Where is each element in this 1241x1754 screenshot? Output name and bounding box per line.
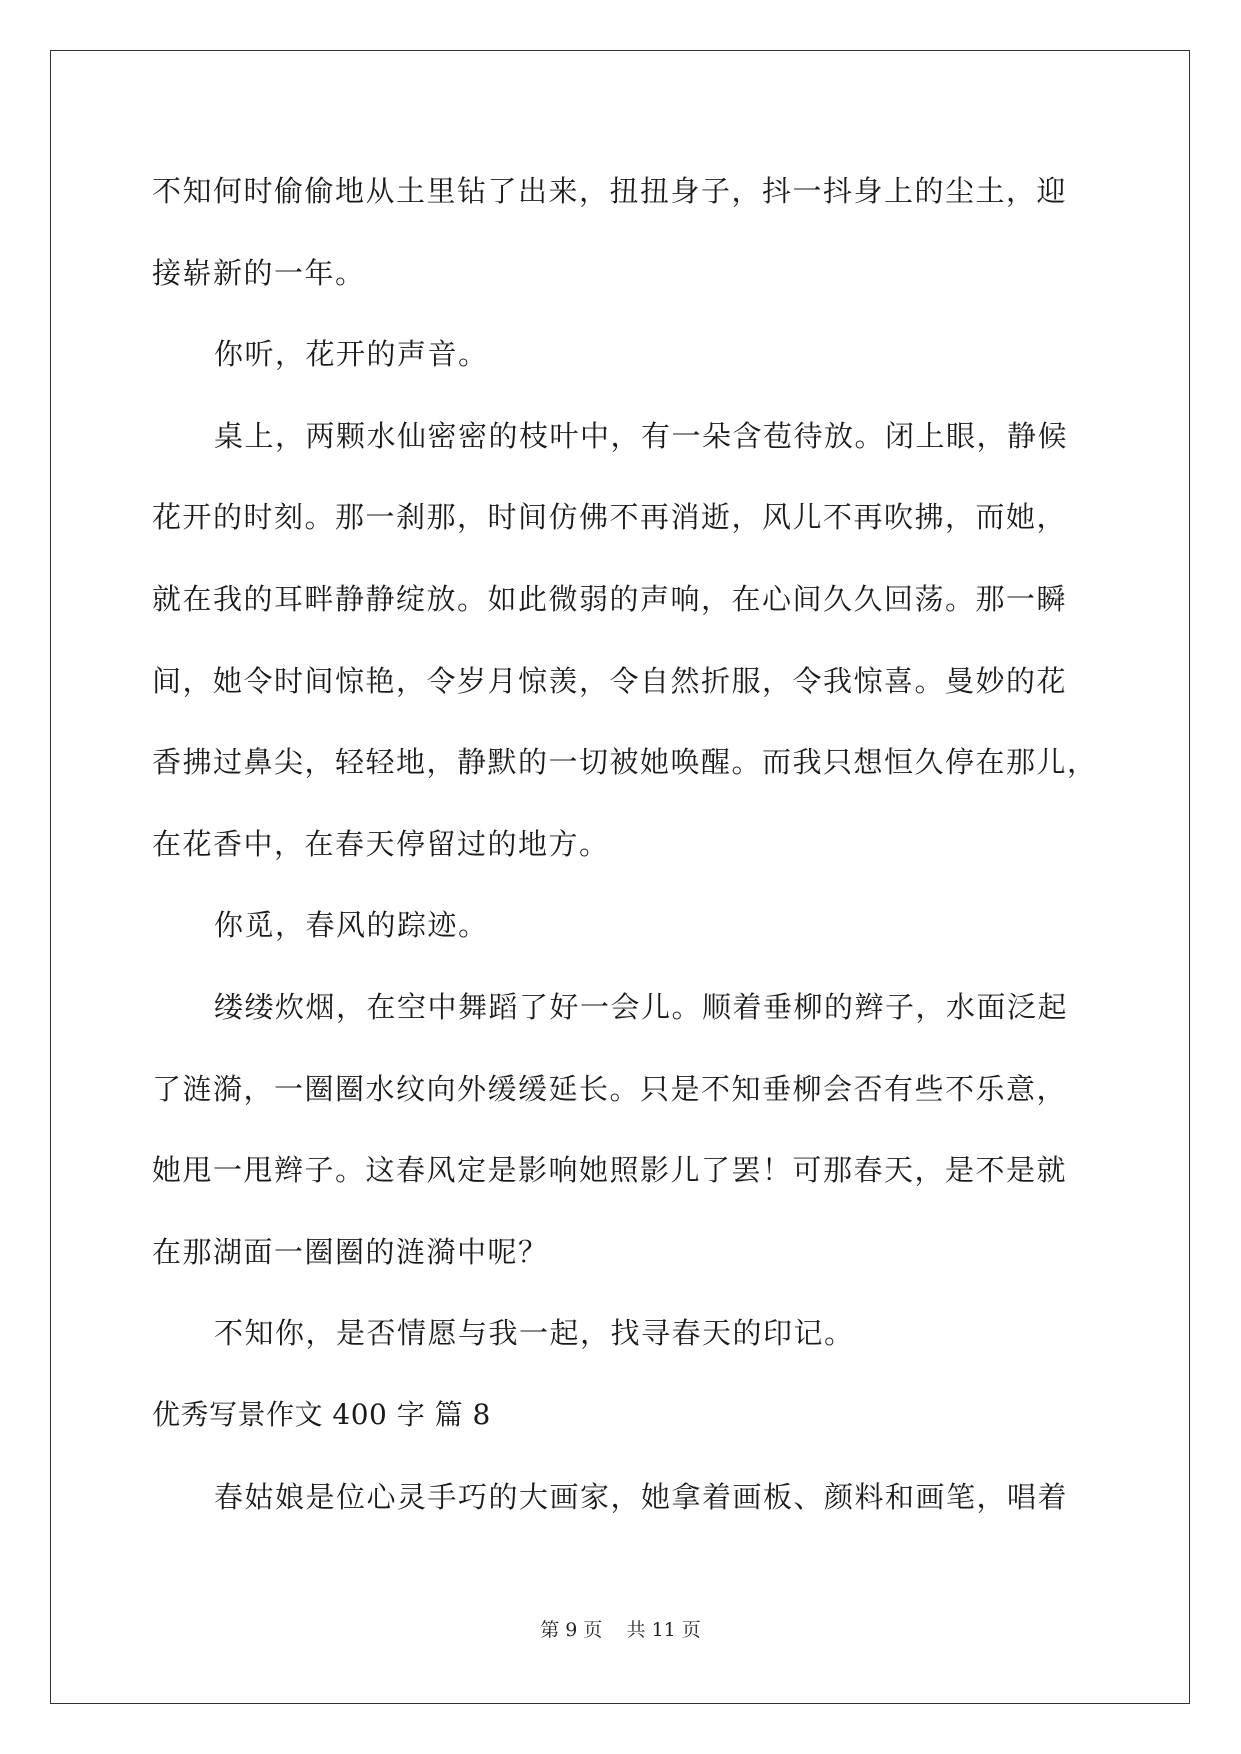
document-body: [152, 158, 1102, 1545]
section-heading: 优秀写景作文 400 字 篇 8: [152, 1397, 491, 1431]
text-line: 接崭新的一年。: [152, 255, 366, 290]
text-line: 缕缕炊烟，在空中舞蹈了好一会儿。顺着垂柳的辫子，水面泛起: [214, 989, 1069, 1024]
text-line: 了涟漪，一圈圈水纹向外缓缓延长。只是不知垂柳会否有些不乐意，: [152, 1071, 1068, 1106]
page-number: 第 9 页 共 11 页: [540, 1619, 701, 1641]
text-line: 香拂过鼻尖，轻轻地，静默的一切被她唤醒。而我只想恒久停在那儿，: [152, 745, 1098, 780]
text-line: 不知你，是否情愿与我一起，找寻春天的印记。: [214, 1316, 855, 1351]
text-line: 不知何时偷偷地从土里钻了出来，扭扭身子，抖一抖身上的尘土，迎: [152, 174, 1068, 208]
text-line: 在那湖面一圈圈的涟漪中呢？: [152, 1234, 549, 1269]
page-footer: [0, 1615, 1241, 1642]
text-line: 她甩一甩辫子。这春风定是影响她照影儿了罢！可那春天，是不是就: [152, 1153, 1068, 1188]
text-line: 你听，花开的声音。: [214, 337, 489, 372]
text-line: 就在我的耳畔静静绽放。如此微弱的声响，在心间久久回荡。那一瞬: [152, 581, 1068, 616]
text-line: 花开的时刻。那一刹那，时间仿佛不再消逝，风儿不再吹拂，而她，: [152, 500, 1068, 535]
text-line: 间，她令时间惊艳，令岁月惊羡，令自然折服，令我惊喜。曼妙的花: [152, 663, 1068, 698]
text-line: 桌上，两颗水仙密密的枝叶中，有一朵含苞待放。闭上眼，静候: [214, 418, 1069, 453]
text-line: 你觅，春风的踪迹。: [214, 908, 489, 943]
text-line: 在花香中，在春天停留过的地方。: [152, 826, 610, 861]
text-line: 春姑娘是位心灵手巧的大画家，她拿着画板、颜料和画笔，唱着: [214, 1479, 1069, 1514]
